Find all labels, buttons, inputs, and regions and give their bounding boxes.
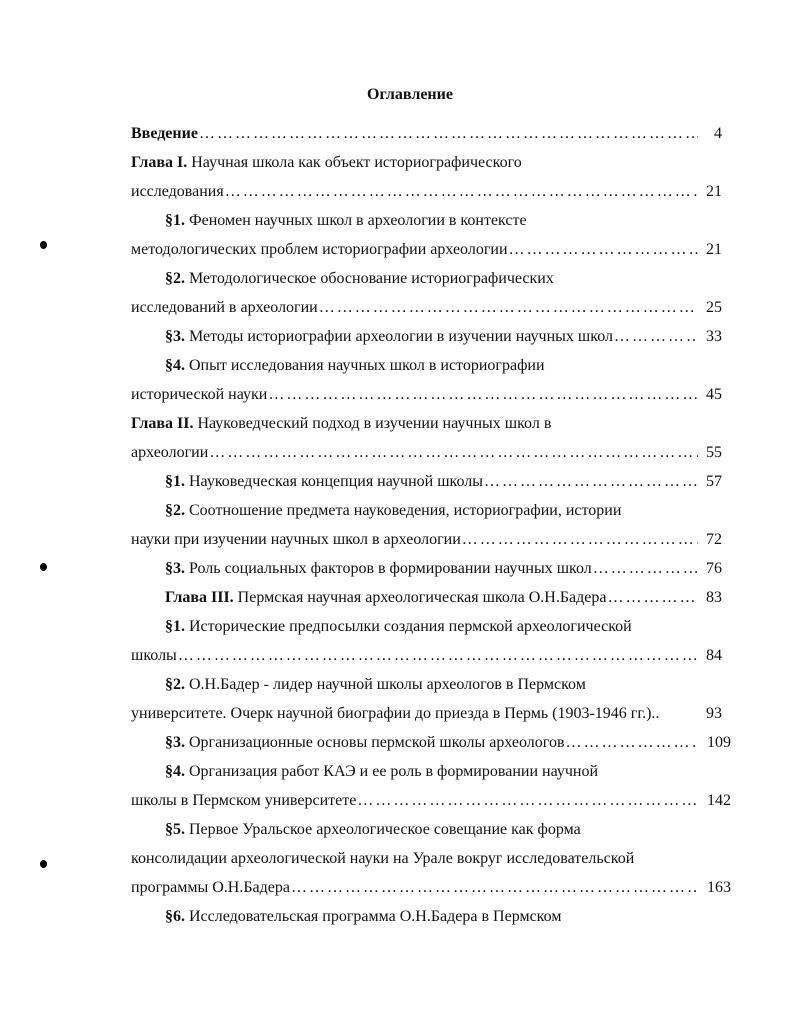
toc-label: §3.	[165, 734, 185, 751]
toc-text: Исследовательская программа О.Н.Бадера в Пермском	[185, 908, 562, 925]
toc-text: Науковедческий подход в изучении научных школ в	[193, 415, 552, 432]
toc-entry-2-2[interactable]	[165, 499, 621, 523]
toc-entry-2-2-cont[interactable]	[131, 528, 698, 552]
toc-page: 4	[714, 125, 722, 142]
toc-text: школы в Пермском университете	[131, 792, 357, 809]
toc-entry-1-4-cont[interactable]	[131, 383, 698, 407]
toc-page: 109	[707, 734, 731, 751]
toc-text: исследования	[131, 183, 224, 200]
toc-page: 84	[706, 647, 722, 664]
toc-entry-3-5[interactable]	[165, 818, 581, 842]
toc-text: Феномен научных школ в археологии в контексте	[185, 212, 527, 229]
toc-page: 57	[706, 473, 722, 490]
toc-label: §4.	[165, 763, 185, 780]
toc-entry-1-4[interactable]	[165, 354, 545, 378]
toc-page: 21	[706, 241, 722, 258]
toc-label: §6.	[165, 908, 185, 925]
toc-entry-chapter-2-cont[interactable]	[131, 441, 698, 465]
toc-page: 21	[706, 183, 722, 200]
toc-entry-3-4[interactable]	[165, 760, 598, 784]
toc-entry-chapter-1-cont[interactable]	[131, 180, 698, 204]
toc-text: исследований в археологии	[131, 299, 318, 316]
toc-label: §3.	[165, 328, 185, 345]
toc-text: Опыт исследования научных школ в историографии	[185, 357, 545, 374]
toc-text: школы	[131, 647, 177, 664]
toc-entry-2-3[interactable]	[165, 557, 698, 581]
toc-page: 55	[706, 444, 722, 461]
toc-page: 45	[706, 386, 722, 403]
toc-text: археологии	[131, 444, 209, 461]
toc-entry-chapter-2[interactable]	[131, 412, 551, 436]
toc-label: §1.	[165, 212, 185, 229]
toc-page: 93	[706, 705, 722, 722]
toc-entry-1-3[interactable]	[165, 325, 698, 349]
toc-label: §5.	[165, 821, 185, 838]
toc-label: §2.	[165, 502, 185, 519]
toc-text: Научная школа как объект историографического	[187, 154, 522, 171]
toc-page: 83	[706, 589, 722, 606]
toc-label: §3.	[165, 560, 185, 577]
toc-entry-3-3[interactable]	[165, 731, 698, 755]
toc-text: Науковедческая концепция научной школы	[185, 473, 483, 490]
toc-entry-1-2-cont[interactable]	[131, 296, 698, 320]
toc-text: Организация работ КАЭ и ее роль в формировании научной	[185, 763, 599, 780]
toc-text: программы О.Н.Бадера	[131, 879, 290, 896]
toc-label: §4.	[165, 357, 185, 374]
toc-entry-3-5-cont2[interactable]	[131, 876, 698, 900]
toc-label: Глава I.	[131, 154, 188, 171]
toc-text: консолидации археологической науки на Урале вокруг исследовательской	[131, 850, 635, 867]
toc-label: Глава III.	[165, 589, 234, 606]
toc-entry-chapter-3[interactable]	[165, 586, 698, 610]
toc-text: Исторические предпосылки создания пермской археологической	[185, 618, 632, 635]
toc-text: Методы историографии археологии в изучении научных школ	[185, 328, 613, 345]
toc-entry-3-1-cont[interactable]	[131, 644, 698, 668]
toc-entry-chapter-1[interactable]	[131, 151, 522, 175]
toc-page: 72	[706, 531, 722, 548]
toc-text: Соотношение предмета науковедения, историографии, истории	[185, 502, 622, 519]
toc-entry-1-1[interactable]	[165, 209, 527, 233]
toc-text: Пермская научная археологическая школа О.Н.Бадера	[233, 589, 607, 606]
toc-text: исторической науки	[131, 386, 268, 403]
toc-entry-3-2[interactable]	[165, 673, 586, 697]
toc-text: Организационные основы пермской школы археологов	[185, 734, 565, 751]
toc-entry-intro[interactable]	[131, 122, 698, 146]
toc-text: Методологическое обоснование историографических	[185, 270, 554, 287]
toc-page: 25	[706, 299, 722, 316]
toc-label: §1.	[165, 618, 185, 635]
toc-page: 33	[706, 328, 722, 345]
toc-page: 142	[707, 792, 731, 809]
toc-entry-1-1-cont[interactable]	[131, 238, 698, 262]
toc-text: методологических проблем историографии археологии	[131, 241, 508, 258]
toc-text: О.Н.Бадер - лидер научной школы археологов в Пермском	[185, 676, 586, 693]
toc-text: университете. Очерк научной биографии до приезда в Пермь (1903-1946 гг.).	[131, 705, 656, 722]
page-title: Оглавление	[367, 86, 453, 103]
toc-entry-3-4-cont[interactable]	[131, 789, 698, 813]
toc-label: §2.	[165, 676, 185, 693]
scan-mark	[40, 241, 47, 249]
toc-label: Глава II.	[131, 415, 194, 432]
toc-text: Роль социальных факторов в формировании научных школ	[185, 560, 592, 577]
toc-label: Введение	[131, 125, 198, 142]
toc-entry-3-5-cont[interactable]	[131, 847, 634, 871]
scan-mark	[40, 563, 47, 571]
toc-page: 76	[706, 560, 722, 577]
toc-entry-1-2[interactable]	[165, 267, 554, 291]
toc-page: 163	[707, 879, 731, 896]
toc-label: §2.	[165, 270, 185, 287]
toc-entry-3-2-cont[interactable]: университете. Очерк научной биографии до приезда в Пермь (1903-1946 гг.)..	[131, 705, 660, 722]
toc-text: науки при изучении научных школ в археологии	[131, 531, 461, 548]
toc-entry-2-1[interactable]	[165, 470, 698, 494]
scan-mark	[40, 860, 47, 868]
toc-label: §1.	[165, 473, 185, 490]
toc-text: Первое Уральское археологическое совещание как форма	[185, 821, 581, 838]
toc-entry-3-6[interactable]	[165, 905, 561, 929]
toc-entry-3-1[interactable]	[165, 615, 632, 639]
